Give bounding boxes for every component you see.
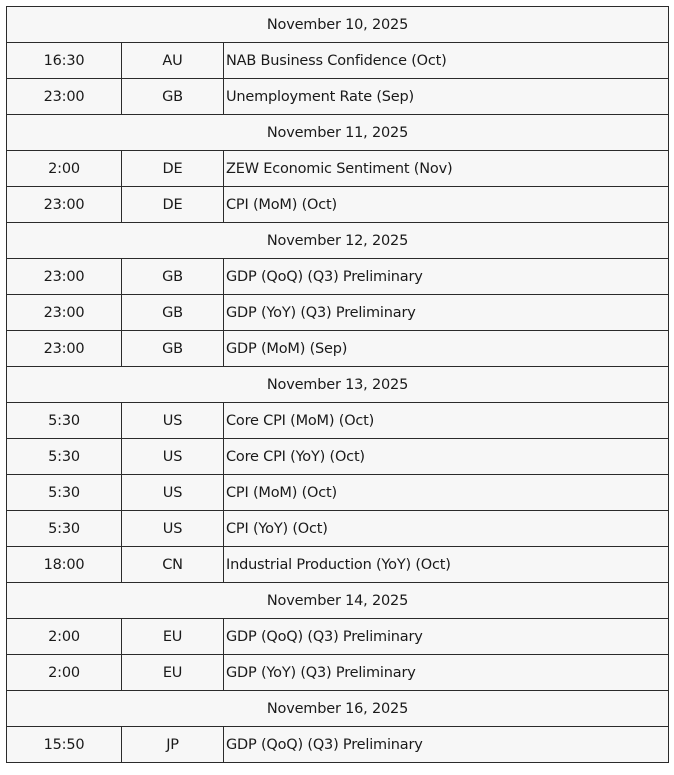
event-time: 16:30 [7, 43, 122, 79]
event-row [7, 403, 669, 439]
event-name: GDP (YoY) (Q3) Preliminary [224, 295, 669, 331]
event-row [7, 79, 669, 115]
event-time: 5:30 [7, 439, 122, 475]
event-time: 23:00 [7, 331, 122, 367]
event-row [7, 187, 669, 223]
date-row [7, 583, 669, 619]
event-country: GB [122, 295, 224, 331]
event-time: 5:30 [7, 511, 122, 547]
event-country: GB [122, 331, 224, 367]
event-row [7, 475, 669, 511]
event-name: CPI (MoM) (Oct) [224, 187, 669, 223]
date-row [7, 691, 669, 727]
event-name: Industrial Production (YoY) (Oct) [224, 547, 669, 583]
event-country: GB [122, 259, 224, 295]
event-row [7, 547, 669, 583]
event-country: US [122, 511, 224, 547]
event-row [7, 727, 669, 763]
event-country: CN [122, 547, 224, 583]
event-name: Core CPI (MoM) (Oct) [224, 403, 669, 439]
event-time: 5:30 [7, 403, 122, 439]
event-name: Core CPI (YoY) (Oct) [224, 439, 669, 475]
event-country: DE [122, 187, 224, 223]
event-name: Unemployment Rate (Sep) [224, 79, 669, 115]
date-heading: November 14, 2025 [7, 583, 669, 619]
date-heading: November 13, 2025 [7, 367, 669, 403]
date-heading: November 11, 2025 [7, 115, 669, 151]
date-heading: November 16, 2025 [7, 691, 669, 727]
event-name: GDP (QoQ) (Q3) Preliminary [224, 619, 669, 655]
date-heading: November 10, 2025 [7, 7, 669, 43]
event-row [7, 511, 669, 547]
event-country: DE [122, 151, 224, 187]
event-name: GDP (QoQ) (Q3) Preliminary [224, 259, 669, 295]
event-country: EU [122, 655, 224, 691]
event-name: CPI (MoM) (Oct) [224, 475, 669, 511]
event-country: GB [122, 79, 224, 115]
event-time: 2:00 [7, 619, 122, 655]
event-country: US [122, 403, 224, 439]
date-row [7, 367, 669, 403]
event-country: AU [122, 43, 224, 79]
event-name: GDP (YoY) (Q3) Preliminary [224, 655, 669, 691]
calendar-body [7, 7, 669, 763]
date-row [7, 7, 669, 43]
event-time: 23:00 [7, 187, 122, 223]
event-name: CPI (YoY) (Oct) [224, 511, 669, 547]
event-country: JP [122, 727, 224, 763]
event-country: US [122, 439, 224, 475]
event-name: NAB Business Confidence (Oct) [224, 43, 669, 79]
event-time: 2:00 [7, 655, 122, 691]
date-row [7, 223, 669, 259]
event-name: GDP (MoM) (Sep) [224, 331, 669, 367]
event-time: 23:00 [7, 295, 122, 331]
event-time: 23:00 [7, 259, 122, 295]
event-row [7, 655, 669, 691]
event-name: ZEW Economic Sentiment (Nov) [224, 151, 669, 187]
event-row [7, 151, 669, 187]
event-name: GDP (QoQ) (Q3) Preliminary [224, 727, 669, 763]
event-row [7, 259, 669, 295]
event-time: 5:30 [7, 475, 122, 511]
event-row [7, 43, 669, 79]
event-row [7, 331, 669, 367]
event-country: EU [122, 619, 224, 655]
calendar-table [6, 6, 669, 763]
date-row [7, 115, 669, 151]
event-time: 15:50 [7, 727, 122, 763]
event-row [7, 439, 669, 475]
economic-calendar [6, 6, 668, 763]
event-time: 23:00 [7, 79, 122, 115]
event-time: 2:00 [7, 151, 122, 187]
date-heading: November 12, 2025 [7, 223, 669, 259]
event-row [7, 619, 669, 655]
event-country: US [122, 475, 224, 511]
event-time: 18:00 [7, 547, 122, 583]
event-row [7, 295, 669, 331]
